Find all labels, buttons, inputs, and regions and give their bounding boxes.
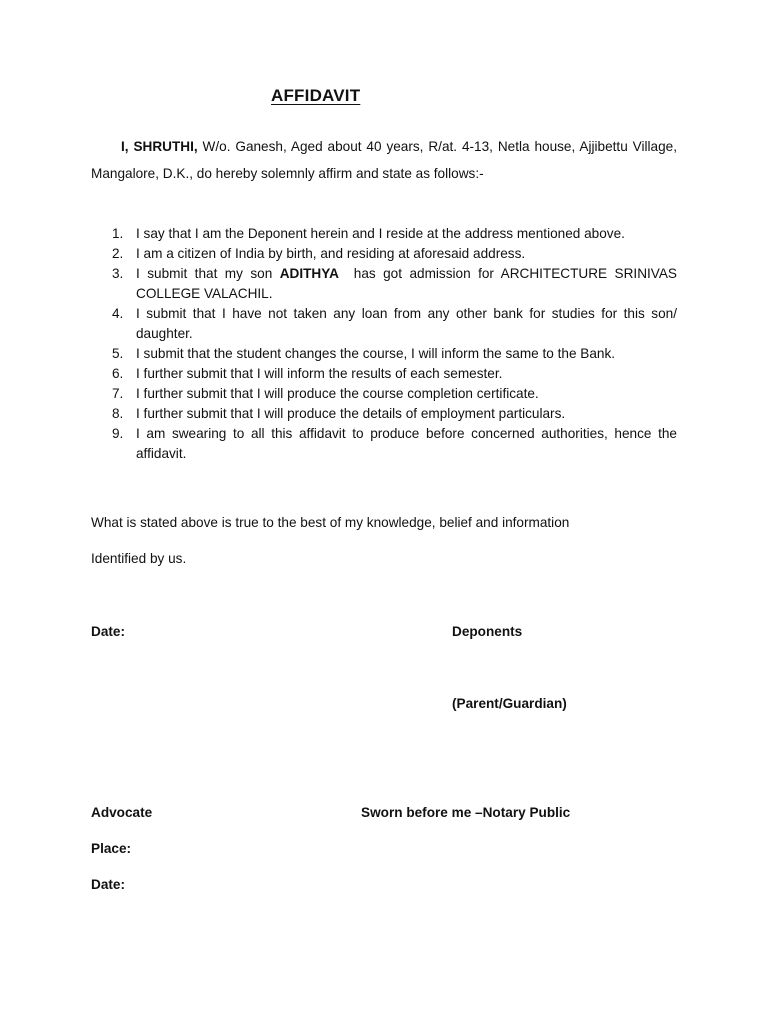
advocate-label: Advocate <box>91 805 153 820</box>
truth-statement: What is stated above is true to the best of my knowledge, belief and information <box>91 515 570 530</box>
list-item: 5. I submit that the student changes the course, I will inform the same to the Bank. <box>112 346 616 361</box>
date-label: Date: <box>91 624 125 639</box>
list-item: 6. I further submit that I will inform the results of each semester. <box>112 366 503 381</box>
intro-paragraph <box>91 134 677 187</box>
student-name: ADITHYA <box>279 266 339 281</box>
deponents-label: Deponents <box>452 624 523 639</box>
list-item: 2. I am a citizen of India by birth, and residing at aforesaid address. <box>112 246 526 261</box>
list-item: 8. I further submit that I will produce the details of employment particulars. <box>112 406 566 421</box>
place-label: Place: <box>91 841 132 856</box>
list-item: 9. I am swearing to all this affidavit to produce before concerned authorities, hence the affidavit. <box>112 426 677 461</box>
list-item: 3. I submit that my son ADITHYA has got admission for ARCHITECTURE SRINIVAS COLLEGE VALACHIL. <box>112 266 681 301</box>
list-item: 4. I submit that I have not taken any loan from any other bank for studies for this son/ daughter. <box>112 306 677 341</box>
document-title: AFFIDAVIT <box>271 86 361 105</box>
intro-text: W/o. Ganesh, Aged about 40 years, R/at. 4-13, Netla house, Ajjibettu Village, Mangalore, D.K., do hereby solemnly affirm and state as follows:- <box>91 139 677 181</box>
list-item: 7. I further submit that I will produce the course completion certificate. <box>112 386 539 401</box>
guardian-label: (Parent/Guardian) <box>452 696 567 711</box>
notary-label: Sworn before me –Notary Public <box>361 805 571 820</box>
identified-text: Identified by us. <box>91 551 187 566</box>
list-item: 1. I say that I am the Deponent herein and I reside at the address mentioned above. <box>112 226 625 241</box>
affirmation-list <box>91 224 681 464</box>
date-label-2: Date: <box>91 877 125 892</box>
deponent-name: I, SHRUTHI, <box>121 139 198 154</box>
